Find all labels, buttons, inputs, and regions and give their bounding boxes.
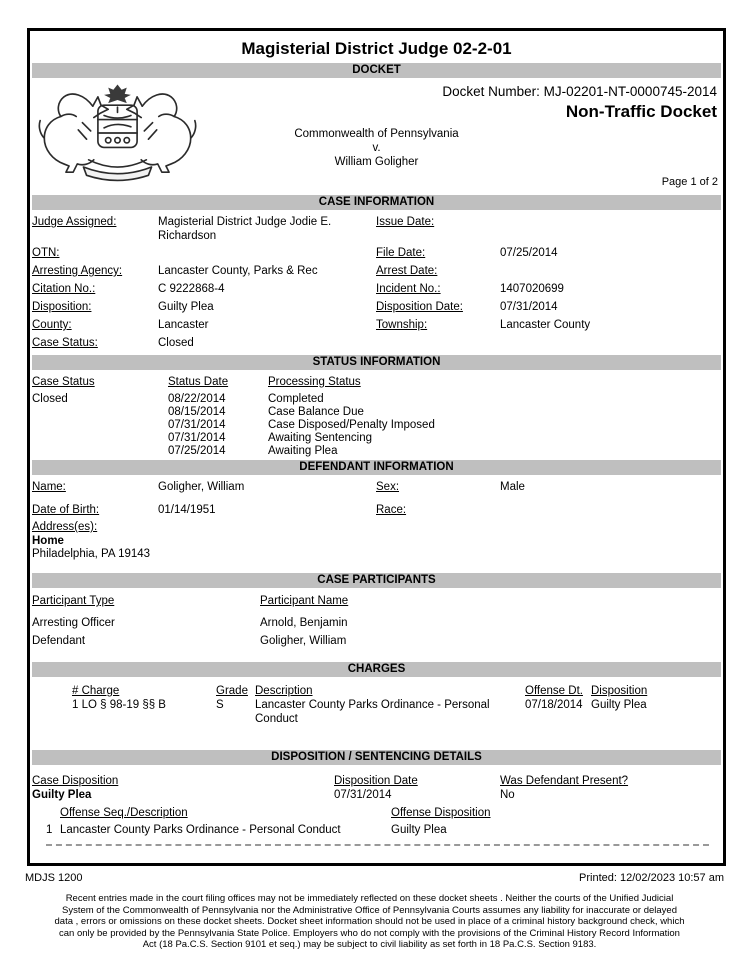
offense-header-row bbox=[32, 806, 719, 820]
field-label: Arresting Agency: bbox=[32, 265, 123, 277]
field-label: Sex: bbox=[376, 481, 400, 493]
status-table-header bbox=[32, 375, 719, 389]
section-bar-docket: DOCKET bbox=[32, 63, 721, 78]
column-header: Processing Status bbox=[268, 376, 361, 388]
section-spacer bbox=[32, 648, 719, 662]
cell-participant-name: Arnold, Benjamin bbox=[260, 617, 348, 629]
field-label: Incident No.: bbox=[376, 283, 441, 295]
form-id: MDJS 1200 bbox=[25, 872, 83, 884]
cell-status-date: 07/31/2014 bbox=[168, 432, 226, 444]
cell-charge: 1 LO § 98-19 §§ B bbox=[72, 699, 166, 711]
case-info-row bbox=[32, 265, 719, 279]
field-value: Lancaster County bbox=[500, 319, 591, 331]
caption-vs: v. bbox=[372, 142, 381, 154]
docket-number: Docket Number: MJ-02201-NT-0000745-2014 bbox=[442, 84, 717, 99]
cell-case-status bbox=[32, 432, 168, 445]
section-bar-defendant-information: DEFENDANT INFORMATION bbox=[32, 460, 721, 475]
field-value: 07/31/2014 bbox=[500, 301, 558, 313]
column-header: Offense Seq./Description bbox=[60, 807, 188, 819]
document-footer bbox=[25, 872, 724, 884]
cell-case-status bbox=[32, 419, 168, 432]
participants-table-row bbox=[32, 634, 719, 648]
field-value bbox=[500, 503, 719, 517]
participants-table-row bbox=[32, 616, 719, 630]
column-header: Disposition bbox=[591, 685, 648, 697]
case-info-row bbox=[32, 319, 719, 333]
cell-offense-description: Lancaster County Parks Ordinance - Personal Conduct bbox=[60, 824, 341, 836]
defendant-row bbox=[32, 520, 719, 534]
case-info-row bbox=[32, 301, 719, 315]
field-label: File Date: bbox=[376, 247, 426, 259]
address-value: Philadelphia, PA 19143 bbox=[32, 548, 151, 560]
cell-offense-seq: 1 bbox=[46, 824, 53, 836]
section-bar-status-information: STATUS INFORMATION bbox=[32, 355, 721, 370]
dashed-separator bbox=[46, 844, 709, 846]
field-label: Citation No.: bbox=[32, 283, 96, 295]
section-bar-charges: CHARGES bbox=[32, 662, 721, 677]
cell-offense-date: 07/18/2014 bbox=[525, 699, 583, 711]
field-value: Lancaster bbox=[158, 319, 209, 331]
column-header: Status Date bbox=[168, 376, 229, 388]
status-table-row bbox=[32, 393, 719, 406]
column-header: Disposition Date bbox=[334, 775, 418, 787]
caption-party-commonwealth: Commonwealth of Pennsylvania bbox=[294, 128, 459, 140]
cell-participant-name: Goligher, William bbox=[260, 635, 347, 647]
field-label: Township: bbox=[376, 319, 428, 331]
disclaimer-text: Recent entries made in the court filing offices may not be immediately reflected on these docket sheets . Neither the courts of the Unified Judicial System of the Commonwealth of Pennsylvania nor the Administrative Office of Pennsylvania Courts assumes any liability for inaccurate or delayed data , errors or omissions on these docket sheets. Docket sheet information should not be used in place of a criminal history background check, which can only be provided by the Pennsylvania State Police. Employers who do not comply with the provisions of the Criminal History Record Information Act (18 Pa.C.S. Section 9101 et seq.) may be subject to civil liability as set forth in 18 Pa.C.S. Section 9183. bbox=[54, 893, 685, 950]
status-table-row bbox=[32, 406, 719, 419]
cell-status-date: 07/31/2014 bbox=[168, 419, 226, 431]
field-value: Closed bbox=[158, 337, 194, 349]
docket-header bbox=[30, 78, 723, 195]
field-label: Date of Birth: bbox=[32, 504, 100, 516]
spacer-cell bbox=[46, 806, 60, 820]
case-info-row bbox=[32, 216, 719, 243]
case-information-section bbox=[30, 210, 723, 351]
cell-offense-disposition: Guilty Plea bbox=[391, 824, 447, 836]
field-label: Disposition Date: bbox=[376, 301, 463, 313]
defendant-information-section bbox=[30, 475, 723, 561]
field-value: Male bbox=[500, 481, 525, 493]
caption-party-defendant: William Goligher bbox=[334, 156, 419, 168]
offense-row bbox=[32, 823, 719, 837]
page-title: Magisterial District Judge 02-2-01 bbox=[241, 39, 512, 58]
section-bar-disposition-details: DISPOSITION / SENTENCING DETAILS bbox=[32, 750, 721, 765]
field-label: Issue Date: bbox=[376, 216, 435, 228]
defendant-row bbox=[32, 503, 719, 517]
docket-document bbox=[27, 28, 726, 866]
field-value: Goligher, William bbox=[158, 481, 245, 493]
cell-disposition: Guilty Plea bbox=[591, 699, 647, 711]
cell-grade: S bbox=[216, 699, 224, 711]
disposition-header-row bbox=[32, 774, 719, 788]
defendant-row bbox=[32, 480, 719, 494]
column-header: Offense Disposition bbox=[391, 807, 491, 819]
field-label: County: bbox=[32, 319, 72, 331]
cell-processing-status: Awaiting Plea bbox=[268, 445, 338, 457]
cell-processing-status: Case Balance Due bbox=[268, 406, 364, 418]
field-label: Race: bbox=[376, 504, 407, 516]
cell-participant-type: Arresting Officer bbox=[32, 617, 115, 629]
cell-case-status bbox=[32, 445, 168, 458]
case-participants-section bbox=[30, 588, 723, 662]
cell-case-disposition: Guilty Plea bbox=[32, 789, 92, 801]
section-spacer bbox=[30, 561, 723, 573]
field-label: Judge Assigned: bbox=[32, 216, 117, 228]
field-label: Case Status: bbox=[32, 337, 98, 349]
section-bar-case-information: CASE INFORMATION bbox=[32, 195, 721, 210]
status-table-row bbox=[32, 445, 719, 458]
cell-status-date: 08/22/2014 bbox=[168, 393, 226, 405]
page-indicator: Page 1 of 2 bbox=[661, 176, 718, 188]
address-type: Home bbox=[32, 535, 64, 547]
status-table-row bbox=[32, 419, 719, 432]
column-header: Case Disposition bbox=[32, 775, 119, 787]
field-label: Name: bbox=[32, 481, 66, 493]
cell-processing-status: Completed bbox=[268, 393, 324, 405]
disposition-details-section bbox=[30, 765, 723, 846]
field-label: Address(es): bbox=[32, 521, 98, 533]
printed-timestamp: Printed: 12/02/2023 10:57 am bbox=[579, 872, 724, 884]
docket-type-label: Non-Traffic Docket bbox=[565, 102, 717, 121]
status-information-section bbox=[30, 370, 723, 460]
column-header: Grade bbox=[216, 685, 248, 697]
cell-status-date: 08/15/2014 bbox=[168, 406, 226, 418]
cell-description: Lancaster County Parks Ordinance - Personal Conduct bbox=[255, 699, 490, 725]
participants-table-header bbox=[32, 594, 719, 608]
case-info-row bbox=[32, 337, 719, 351]
section-spacer bbox=[72, 726, 719, 750]
cell-defendant-present: No bbox=[500, 789, 515, 801]
case-info-row bbox=[32, 283, 719, 297]
field-value: 01/14/1951 bbox=[158, 504, 216, 516]
column-header: Participant Name bbox=[260, 595, 349, 607]
cell-disposition-date: 07/31/2014 bbox=[334, 789, 392, 801]
column-header: Case Status bbox=[32, 376, 95, 388]
cell-case-status bbox=[32, 406, 168, 419]
charges-section bbox=[30, 677, 723, 750]
field-value: Magisterial District Judge Jodie E. Richardson bbox=[158, 216, 332, 242]
cell-status-date: 07/25/2014 bbox=[168, 445, 226, 457]
column-header: Description bbox=[255, 685, 313, 697]
pennsylvania-coat-of-arms-icon bbox=[35, 81, 200, 190]
cell-processing-status: Awaiting Sentencing bbox=[268, 432, 372, 444]
field-value: Guilty Plea bbox=[158, 301, 214, 313]
status-table-row bbox=[32, 432, 719, 445]
column-header: Was Defendant Present? bbox=[500, 775, 629, 787]
field-value: Lancaster County, Parks & Rec bbox=[158, 265, 318, 277]
column-header: Offense Dt. bbox=[525, 685, 583, 697]
cell-participant-type: Defendant bbox=[32, 635, 86, 647]
field-label: Disposition: bbox=[32, 301, 92, 313]
cell-processing-status: Case Disposed/Penalty Imposed bbox=[268, 419, 435, 431]
field-label: Arrest Date: bbox=[376, 265, 438, 277]
column-header: Participant Type bbox=[32, 595, 115, 607]
field-value: 07/25/2014 bbox=[500, 247, 558, 259]
column-header: # Charge bbox=[72, 685, 120, 697]
disposition-value-row bbox=[32, 788, 719, 802]
cell-case-status: Closed bbox=[32, 393, 68, 405]
case-info-row bbox=[32, 247, 719, 261]
section-bar-case-participants: CASE PARTICIPANTS bbox=[32, 573, 721, 588]
charges-table-header bbox=[72, 684, 719, 698]
field-value: C 9222868-4 bbox=[158, 283, 225, 295]
field-value: 1407020699 bbox=[500, 283, 564, 295]
charges-table-row bbox=[72, 698, 719, 726]
field-label: OTN: bbox=[32, 247, 60, 259]
